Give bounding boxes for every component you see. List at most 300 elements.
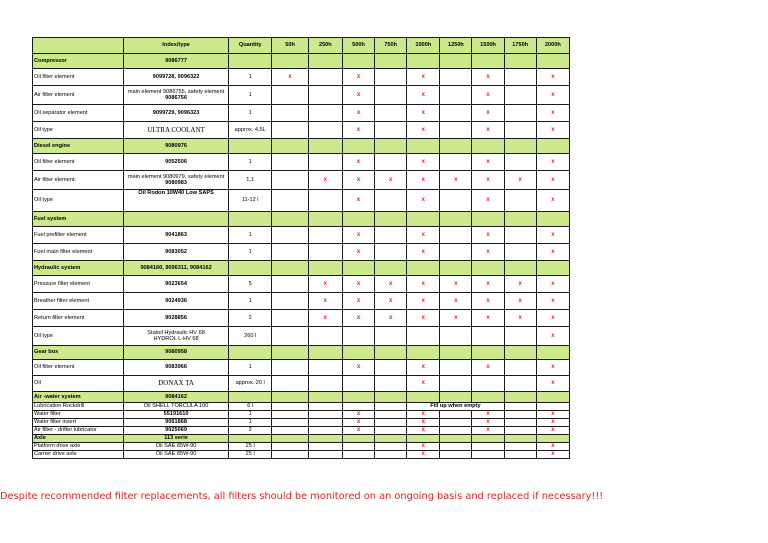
empty-cell [504,427,536,435]
interval-mark: x [536,171,569,190]
interval-mark: x [536,69,569,86]
item-index: 9084162 [124,392,229,403]
empty-cell [440,443,472,451]
interval-mark: x [440,276,472,293]
empty-cell [308,403,342,411]
section-row [33,139,570,154]
interval-mark: x [407,360,440,376]
interval-mark: x [407,86,440,105]
empty-cell [504,411,536,419]
empty-cell [272,293,308,310]
item-index: 9041863 [124,227,229,244]
interval-mark: x [407,190,440,212]
interval-mark: x [407,443,440,451]
empty-cell [375,261,407,276]
item-quantity: approx. 4,5L [228,122,272,139]
empty-cell [342,443,374,451]
empty-cell [272,244,308,261]
empty-cell [407,392,440,403]
interval-mark: x [407,276,440,293]
empty-cell [342,376,374,392]
table-body [33,54,570,459]
table-row [33,419,570,427]
empty-cell [308,427,342,435]
empty-cell [536,346,569,360]
empty-cell [440,154,472,171]
interval-mark: x [536,190,569,212]
empty-cell [440,190,472,212]
item-index [124,171,229,190]
item-index [124,212,229,227]
item-index: 9086777 [124,54,229,69]
interval-mark: x [375,276,407,293]
empty-cell [407,327,440,346]
empty-cell [308,346,342,360]
item-name: Carrier drive axle [33,451,124,459]
interval-mark: x [504,276,536,293]
interval-mark: x [472,293,504,310]
interval-mark: x [440,310,472,327]
item-index-line: HYDROL L-HV 68 [153,336,199,342]
empty-cell [536,392,569,403]
empty-cell [308,419,342,427]
empty-cell [272,139,308,154]
interval-mark: x [375,171,407,190]
empty-cell [308,69,342,86]
empty-cell [440,346,472,360]
interval-mark: x [472,171,504,190]
item-index [124,327,229,346]
item-quantity: 25 l [228,451,272,459]
empty-cell [504,443,536,451]
empty-cell [228,54,272,69]
item-index: 9025069 [124,427,229,435]
item-quantity: 1 [228,227,272,244]
empty-cell [472,376,504,392]
item-index-line: Statoil Hydraulic HV 68 [147,329,205,336]
item-index: Oil Rodon 10W40 Low SAPS [124,190,229,212]
item-quantity: 11-12 l [228,190,272,212]
interval-mark: x [440,293,472,310]
empty-cell [504,154,536,171]
empty-cell [375,86,407,105]
item-quantity: 2 [228,427,272,435]
empty-cell [504,212,536,227]
table-row [33,411,570,419]
empty-cell [375,376,407,392]
empty-cell [308,327,342,346]
empty-cell [308,443,342,451]
item-quantity: 6 l [228,403,272,411]
header-interval: 1750h [504,38,536,54]
item-index: 9080958 [124,346,229,360]
empty-cell [342,451,374,459]
interval-mark: x [342,411,374,419]
header-interval: 1500h [472,38,504,54]
table-row [33,376,570,392]
empty-cell [272,154,308,171]
empty-cell [375,54,407,69]
interval-mark: x [407,105,440,122]
interval-mark: x [536,244,569,261]
interval-mark: x [536,419,569,427]
section-row [33,435,570,443]
lubrication-note: Fill up when empty [407,403,504,411]
empty-cell [375,411,407,419]
item-quantity: 1 [228,244,272,261]
empty-cell [375,451,407,459]
interval-mark: x [342,427,374,435]
empty-cell [472,392,504,403]
item-index [124,86,229,105]
interval-mark: x [536,105,569,122]
table-row [33,403,570,411]
empty-cell [536,261,569,276]
interval-mark: x [536,443,569,451]
empty-cell [536,139,569,154]
interval-mark: x [536,376,569,392]
empty-cell [272,403,308,411]
interval-mark: x [472,244,504,261]
empty-cell [342,435,374,443]
empty-cell [272,54,308,69]
interval-mark: x [375,310,407,327]
empty-cell [308,86,342,105]
empty-cell [272,86,308,105]
empty-cell [375,443,407,451]
empty-cell [272,122,308,139]
empty-cell [440,392,472,403]
empty-cell [440,376,472,392]
item-quantity: 1 [228,105,272,122]
empty-cell [472,212,504,227]
interval-mark: x [342,419,374,427]
empty-cell [375,227,407,244]
empty-cell [440,86,472,105]
empty-cell [472,435,504,443]
section-row [33,261,570,276]
interval-mark: x [407,244,440,261]
item-name: Fuel prefilter element [33,227,124,244]
empty-cell [407,212,440,227]
empty-cell [440,411,472,419]
section-title: Hydraulic system [33,261,124,276]
interval-mark: x [472,427,504,435]
empty-cell [375,435,407,443]
interval-mark: x [536,411,569,419]
section-title: Diesel engine [33,139,124,154]
interval-mark: x [407,227,440,244]
empty-cell [342,327,374,346]
item-index: 9028856 [124,310,229,327]
empty-cell [504,360,536,376]
item-index-line: 9086756 [165,95,187,101]
interval-mark: x [472,310,504,327]
item-name: Oil [33,376,124,392]
empty-cell [504,327,536,346]
empty-cell [272,261,308,276]
item-quantity: 2 [228,310,272,327]
table-row [33,190,570,212]
header-index: Index/type [124,38,229,54]
item-quantity: 1 [228,411,272,419]
interval-mark: x [472,276,504,293]
interval-mark: x [407,122,440,139]
item-name: Air filter element: [33,171,124,190]
interval-mark: x [407,293,440,310]
interval-mark: x [342,69,374,86]
empty-cell [536,54,569,69]
item-name: Air filter element [33,86,124,105]
interval-mark: x [375,293,407,310]
item-name: Return filter element [33,310,124,327]
disclaimer-note: Despite recommended filter replacements, all filters should be monitored on an ongoing basis and replaced if necessary!!! [0,491,604,502]
empty-cell [472,346,504,360]
interval-mark: x [308,293,342,310]
table-row [33,227,570,244]
item-name: Oil filter element [33,154,124,171]
item-name: Oil type [33,122,124,139]
empty-cell [272,310,308,327]
empty-cell [272,346,308,360]
item-index: DONAX TA [124,376,229,392]
item-name: Platform drive axle [33,443,124,451]
empty-cell [440,244,472,261]
empty-cell [272,105,308,122]
item-quantity: 1 [228,419,272,427]
item-index: 9083966 [124,360,229,376]
empty-cell [440,360,472,376]
empty-cell [272,360,308,376]
header-quantity: Quantity [228,38,272,54]
header-interval: 2000h [536,38,569,54]
interval-mark: x [536,122,569,139]
empty-cell [272,227,308,244]
section-row [33,54,570,69]
empty-cell [342,261,374,276]
empty-cell [504,139,536,154]
empty-cell [272,392,308,403]
empty-cell [472,327,504,346]
empty-cell [504,227,536,244]
empty-cell [272,435,308,443]
table-row [33,171,570,190]
empty-cell [440,54,472,69]
empty-cell [375,427,407,435]
interval-mark: x [342,154,374,171]
interval-mark: x [536,227,569,244]
header-interval: 500h [342,38,374,54]
table-row [33,122,570,139]
empty-cell [440,261,472,276]
interval-mark: x [342,227,374,244]
empty-cell [504,86,536,105]
table-row [33,443,570,451]
item-quantity: 1 [228,293,272,310]
empty-cell [504,190,536,212]
header-interval: 250h [308,38,342,54]
section-row [33,212,570,227]
empty-cell [308,122,342,139]
header-interval: 1000h [407,38,440,54]
empty-cell [308,451,342,459]
header-name [33,38,124,54]
empty-cell [308,244,342,261]
item-name: Oil separator element [33,105,124,122]
interval-mark: x [504,171,536,190]
header-interval: 750h [375,38,407,54]
item-index: 9024936 [124,293,229,310]
item-name: Oil type [33,327,124,346]
empty-cell [272,376,308,392]
empty-cell [308,190,342,212]
interval-mark: x [472,154,504,171]
table-row [33,86,570,105]
interval-mark: x [407,154,440,171]
interval-mark: x [308,171,342,190]
empty-cell [308,139,342,154]
section-row [33,392,570,403]
interval-mark: x [536,276,569,293]
item-quantity: 1 [228,69,272,86]
item-quantity: 1 [228,86,272,105]
empty-cell [504,451,536,459]
table-row [33,310,570,327]
table-row [33,69,570,86]
empty-cell [228,212,272,227]
empty-cell [536,403,569,411]
item-index-line: 9080983 [165,180,187,186]
empty-cell [440,327,472,346]
empty-cell [504,392,536,403]
empty-cell [272,276,308,293]
item-index: 9084160, 9096311, 9084162 [124,261,229,276]
empty-cell [375,360,407,376]
table-row [33,293,570,310]
empty-cell [440,227,472,244]
interval-mark: x [472,419,504,427]
empty-cell [272,327,308,346]
empty-cell [472,261,504,276]
interval-mark: x [536,327,569,346]
empty-cell [375,212,407,227]
item-name: Oil type [33,190,124,212]
interval-mark: x [407,427,440,435]
interval-mark: x [407,69,440,86]
empty-cell [272,411,308,419]
empty-cell [308,212,342,227]
empty-cell [440,122,472,139]
empty-cell [375,69,407,86]
interval-mark: x [342,360,374,376]
empty-cell [472,54,504,69]
empty-cell [272,190,308,212]
empty-cell [504,376,536,392]
interval-mark: x [472,360,504,376]
empty-cell [342,139,374,154]
empty-cell [342,346,374,360]
empty-cell [407,435,440,443]
empty-cell [440,419,472,427]
item-name: Water filter insert [33,419,124,427]
empty-cell [308,376,342,392]
empty-cell [308,54,342,69]
interval-mark: x [440,171,472,190]
item-index: ULTRA COOLANT [124,122,229,139]
empty-cell [308,360,342,376]
empty-cell [308,154,342,171]
item-index: 9099728, 9096322 [124,69,229,86]
empty-cell [504,69,536,86]
empty-cell [440,212,472,227]
item-quantity: 260 l [228,327,272,346]
item-index: 9023654 [124,276,229,293]
table-row [33,451,570,459]
interval-mark: x [342,86,374,105]
empty-cell [504,54,536,69]
interval-mark: x [272,69,308,86]
empty-cell [504,122,536,139]
item-index-line: main element 9086755, safety element [127,88,225,95]
empty-cell [375,190,407,212]
empty-cell [407,346,440,360]
empty-cell [504,435,536,443]
empty-cell [440,69,472,86]
interval-mark: x [472,105,504,122]
empty-cell [342,212,374,227]
interval-mark: x [308,276,342,293]
item-index: 113 serie [124,435,229,443]
item-name: Pressure filter element [33,276,124,293]
empty-cell [504,403,536,411]
header-row [33,38,570,54]
interval-mark: x [536,154,569,171]
empty-cell [375,154,407,171]
section-title: Axle [33,435,124,443]
interval-mark: x [342,122,374,139]
interval-mark: x [407,310,440,327]
interval-mark: x [472,227,504,244]
empty-cell [272,212,308,227]
empty-cell [375,244,407,261]
interval-mark: x [472,411,504,419]
table-row [33,327,570,346]
interval-mark: x [536,310,569,327]
empty-cell [228,261,272,276]
item-quantity: 1,1 [228,171,272,190]
item-index-line: main element 9080979, safety element [127,173,225,180]
empty-cell [407,261,440,276]
interval-mark: x [472,69,504,86]
interval-mark: x [407,451,440,459]
empty-cell [536,212,569,227]
empty-cell [375,327,407,346]
empty-cell [504,346,536,360]
interval-mark: x [536,427,569,435]
empty-cell [308,435,342,443]
interval-mark: x [472,190,504,212]
header-interval: 1250h [440,38,472,54]
item-index: Oil SAE 85W-90 [124,451,229,459]
empty-cell [440,427,472,435]
item-index: Oil SHELL TORCULA 100 [124,403,229,411]
section-title: Air -water system [33,392,124,403]
table-row [33,154,570,171]
empty-cell [504,105,536,122]
empty-cell [375,403,407,411]
empty-cell [228,346,272,360]
interval-mark: x [407,376,440,392]
